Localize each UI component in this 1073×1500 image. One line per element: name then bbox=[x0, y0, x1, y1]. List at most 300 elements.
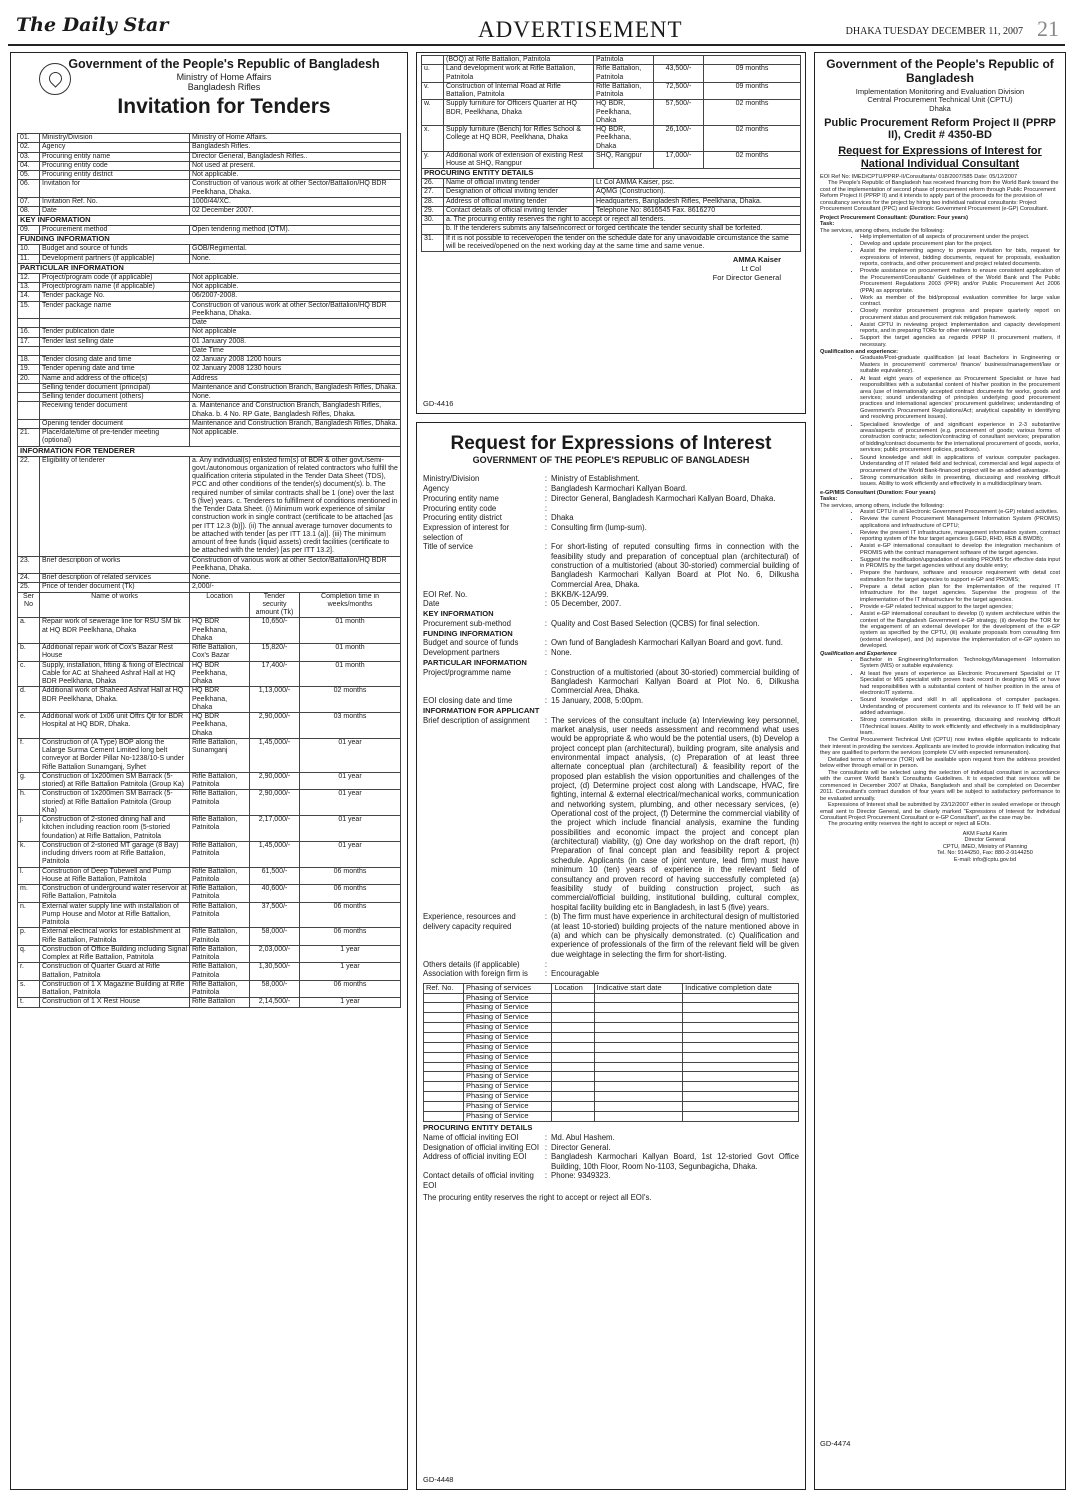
work-cell: Construction of 1x200men SM Barrack (5-storied) at Rifle Battalion Patnitola (Group Ka) bbox=[40, 772, 190, 790]
work-row bbox=[422, 82, 801, 100]
phase-end bbox=[683, 1072, 799, 1082]
work-cell: 01 month bbox=[300, 644, 401, 662]
table-row bbox=[18, 402, 401, 420]
table-row bbox=[18, 292, 401, 301]
work-cell: 17,400/- bbox=[250, 661, 300, 687]
egp-task-intro: The services, among others, include the following: bbox=[820, 502, 945, 509]
table-row bbox=[18, 235, 401, 245]
work-cell: Rifle Battalion, Patnitola bbox=[190, 928, 250, 946]
work-cell: k. bbox=[18, 841, 40, 867]
row-number: 07. bbox=[18, 197, 40, 206]
row-key: Receiving tender document bbox=[40, 402, 190, 420]
cptu-division: Implementation Monitoring and Evaluation Division bbox=[855, 86, 1025, 96]
phase-start bbox=[594, 1052, 682, 1062]
row-number: 05. bbox=[18, 171, 40, 180]
work-cell: Land development work at Rifle Battalion, Patnitola bbox=[444, 65, 594, 83]
work-cell: 1 year bbox=[300, 945, 401, 963]
row-value: 2,000/- bbox=[190, 583, 401, 592]
work-cell: Patnitola bbox=[594, 56, 654, 65]
phase-ref bbox=[424, 1042, 464, 1052]
row-number: 25. bbox=[18, 583, 40, 592]
field-value: Bangladesh Karmochari Kallyan Board, 1st 12-storied Govt Office Building, 10th Floor, Room No-1103, Segunbagicha, Dhaka. bbox=[551, 1152, 799, 1171]
row-key: Agency bbox=[40, 143, 190, 152]
table-row bbox=[18, 456, 401, 556]
phase-name: Phasing of Service bbox=[464, 1082, 552, 1092]
phase-ref bbox=[424, 1111, 464, 1121]
work-cell: 40,600/- bbox=[250, 885, 300, 903]
row-number bbox=[18, 383, 40, 392]
work-cell: b. bbox=[18, 644, 40, 662]
row-number bbox=[422, 225, 444, 234]
list-item: • Specialised knowledge of and significant experience in 2-3 substantive areas/aspects of procurement (e.g. procurement of goods; various forms of construction contracts; selection/contracting of consultant services; preparation of bidding/contract documents for the international procurement of goods, works, services; public procurement policies, practices). bbox=[860, 422, 1060, 454]
tender-sig-for: For Director General bbox=[712, 272, 781, 282]
work-cell: Rifle Battalion, Patnitola bbox=[190, 841, 250, 867]
field-label: Date bbox=[423, 599, 440, 609]
tender-continuation bbox=[416, 52, 806, 414]
row-value: Date bbox=[190, 319, 401, 328]
phase-start bbox=[594, 1092, 682, 1102]
field-value: Phone: 9349323. bbox=[551, 1171, 611, 1181]
phase-name: Phasing of Service bbox=[464, 1101, 552, 1111]
work-cell: Repair work of sewerage line for RSU SM bk at HQ BDR Peelkhana, Dhaka bbox=[40, 618, 190, 644]
field-colon: : bbox=[544, 513, 548, 523]
column-header: Indicative completion date bbox=[683, 983, 799, 993]
work-row bbox=[18, 687, 401, 713]
phase-end bbox=[683, 1052, 799, 1062]
field-value bbox=[551, 504, 799, 513]
work-cell: 02 months bbox=[704, 100, 801, 126]
phase-end bbox=[683, 1082, 799, 1092]
work-cell: 58,000/- bbox=[250, 928, 300, 946]
list-item: • Work as member of the bid/proposal evaluation committee for large value contract. bbox=[860, 295, 1060, 308]
row-value: None. bbox=[190, 574, 401, 583]
table-row bbox=[422, 234, 801, 252]
field-label: Budget and source of funds bbox=[423, 638, 519, 648]
phasing-table bbox=[423, 983, 799, 1122]
row-key: Selling tender document (principal) bbox=[40, 383, 190, 392]
table-row bbox=[18, 263, 401, 273]
work-cell: Construction of 1 X Magazine Building at Rifle Battalion, Patnitola bbox=[40, 980, 190, 998]
list-item: • Assist CPTU in all Electronic Government Procurement (e-GP) related activities. bbox=[860, 509, 1060, 515]
field-colon: : bbox=[544, 618, 548, 628]
work-cell: Rifle Battalion, Patnitola bbox=[190, 772, 250, 790]
work-cell: 1,30,500/- bbox=[250, 963, 300, 981]
table-row bbox=[18, 283, 401, 292]
section-heading: INFORMATION FOR APPLICANT bbox=[423, 706, 540, 716]
row-number: 21. bbox=[18, 429, 40, 447]
phase-location bbox=[552, 1003, 594, 1013]
row-key: Brief description of related services bbox=[40, 574, 190, 583]
tender-title: Invitation for Tenders bbox=[117, 94, 331, 118]
field-colon: : bbox=[544, 503, 548, 513]
work-cell: Construction of 2-storied MT garage (8 Bay) including drivers room at Rifle Battalion, Patnitola bbox=[40, 841, 190, 867]
phase-ref bbox=[424, 1082, 464, 1092]
section-title: ADVERTISEMENT bbox=[478, 17, 683, 42]
list-item: • Assist the implementing agency to prepare invitation for bids, request for expressions of interest, bidding documents, request for proposals, evaluation reports, contracts, and other procurement and project related documents. bbox=[860, 248, 1060, 267]
work-cell: HQ BDR Peelkhana, Dhaka bbox=[190, 618, 250, 644]
phase-start bbox=[594, 1072, 682, 1082]
field-colon: : bbox=[544, 696, 548, 706]
procuring-entity-table bbox=[421, 168, 801, 252]
work-cell: 1,45,000/- bbox=[250, 738, 300, 772]
row-value: Not applicable. bbox=[190, 171, 401, 180]
work-cell: 10,650/- bbox=[250, 618, 300, 644]
list-item: • Review the present IT infrastructure, management information system, contract reporting system of the four target agencies (LGED, RHD, REB & BWDB); bbox=[860, 530, 1060, 543]
work-row bbox=[422, 126, 801, 152]
table-row bbox=[18, 337, 401, 346]
phase-end bbox=[683, 1062, 799, 1072]
work-cell: 58,000/- bbox=[250, 980, 300, 998]
work-cell: 06 months bbox=[300, 902, 401, 928]
field-value: Own fund of Bangladesh Karmochari Kallyan Board and govt. fund. bbox=[551, 638, 783, 648]
row-key: Procuring entity code bbox=[40, 161, 190, 170]
work-cell: 2,90,000/- bbox=[250, 713, 300, 739]
field-label: Agency bbox=[423, 483, 450, 493]
work-cell: 03 months bbox=[300, 713, 401, 739]
row-value: Not applicable bbox=[190, 328, 401, 337]
list-item: • Help implementation of all aspects of procurement under the project. bbox=[860, 234, 1060, 240]
field-label: Address of official inviting EOI bbox=[423, 1152, 527, 1162]
phase-row bbox=[424, 1092, 799, 1102]
cptu-city: Dhaka bbox=[929, 103, 951, 113]
field-label: Title of service bbox=[423, 542, 473, 552]
work-cell: j. bbox=[18, 816, 40, 842]
work-cell: Construction of (A Type) BOP along the Lalarge Surma Cement Limited long belt conveyor at Border Pillar No-1238/10-S under Rifle Battalion Sunamganj, Sylhet bbox=[40, 738, 190, 772]
work-cell: 01 year bbox=[300, 841, 401, 867]
phase-name: Phasing of Service bbox=[464, 1042, 552, 1052]
row-number: 22. bbox=[18, 456, 40, 556]
table-row bbox=[422, 216, 801, 225]
row-key: Tender package No. bbox=[40, 292, 190, 301]
list-item: • Support the target agencies as regards PPRP II procurement matters, if necessary. bbox=[860, 335, 1060, 348]
list-item: • Assist e-GP international consultant to develop the integration mechanism of PROMIS with the contract management software of the target agencies. bbox=[860, 543, 1060, 556]
closing-paragraph: Detailed terms of reference (TOR) will be available upon request from the address provided below either through email or in person. bbox=[820, 756, 1060, 770]
field-value: (b) The firm must have experience in architectural design of multistoried (at least 10-storied) building projects of the nature mentioned above in (a) and which can be physically demonstrated. (c) Qualification and experience of professionals of the firm of the relevant field will be given due weightage in selecting the firm for short-listing. bbox=[551, 912, 799, 959]
phase-location bbox=[552, 1042, 594, 1052]
cptu-sig-email: E-mail: info@cptu.gov.bd bbox=[953, 856, 1017, 863]
phase-name: Phasing of Service bbox=[464, 1033, 552, 1043]
work-cell: 01 year bbox=[300, 816, 401, 842]
field-label: Designation of official inviting EOI bbox=[423, 1142, 540, 1152]
work-cell: Supply furniture (Bench) for Rifles School & College at HQ BDR, Peelkhana, Dhaka bbox=[444, 126, 594, 152]
closing-paragraph: The Central Procurement Technical Unit (CPTU) now invites eligible applicants to indicate their interest in providing the services. Applicants are invited to provide information indicating that they are qualified to perform the services (complete CV with expected remuneration). bbox=[820, 737, 1060, 757]
row-number: 02. bbox=[18, 143, 40, 152]
tender-sig-name: AMMA Kaiser bbox=[732, 255, 781, 265]
masthead: The Daily Star bbox=[16, 14, 169, 36]
row-key: Selling tender document (others) bbox=[40, 393, 190, 402]
work-cell: 02 months bbox=[300, 687, 401, 713]
work-cell: x. bbox=[422, 126, 444, 152]
table-row bbox=[18, 301, 401, 319]
row-number: 24. bbox=[18, 574, 40, 583]
phase-start bbox=[594, 1062, 682, 1072]
row-key: Tender opening date and time bbox=[40, 365, 190, 374]
work-cell: 01 year bbox=[300, 738, 401, 772]
work-cell: HQ BDR Peelkhana, Dhaka bbox=[190, 687, 250, 713]
list-item: • Review the current Procurement Management Information System (PROMIS) applications and infrastructure of CPTU; bbox=[860, 516, 1060, 529]
row-key: a. The procuring entity reserves the right to accept or reject all tenders. bbox=[444, 216, 801, 225]
table-row bbox=[18, 365, 401, 374]
row-number: 26. bbox=[422, 179, 444, 188]
row-key: Invitation for bbox=[40, 180, 190, 198]
row-number bbox=[18, 393, 40, 402]
row-value: Construction of various work at other Sector/Battalion/HQ BDR Peelkhana, Dhaka. bbox=[190, 556, 401, 574]
work-cell: l. bbox=[18, 867, 40, 885]
column-header: Location bbox=[190, 592, 250, 618]
row-value: Bangladesh Rifles. bbox=[190, 143, 401, 152]
field-label: Project/programme name bbox=[423, 667, 511, 677]
eoi-title: Request for Expressions of Interest bbox=[450, 433, 772, 454]
work-cell: Construction of 1 X Rest House bbox=[40, 998, 190, 1007]
row-number: 29. bbox=[422, 206, 444, 215]
work-cell: g. bbox=[18, 772, 40, 790]
table-row bbox=[422, 225, 801, 234]
list-item: • At least eight years of experience as Procurement Specialist or have had responsibilities with a substantial content of his/her position in the procurement area (use of internationally accepted contract documents for works, goods and services; sound understanding of principles underlying good procurement practices and international agencies' procurement guidelines; understanding of Government's Procurement Regulations/Act; analytical capability in identifying and resolving procurement issues). bbox=[860, 376, 1060, 421]
phase-ref bbox=[424, 1092, 464, 1102]
table-row bbox=[18, 374, 401, 383]
work-cell: 2,14,500/- bbox=[250, 998, 300, 1007]
work-cell: w. bbox=[422, 100, 444, 126]
row-number: 11. bbox=[18, 254, 40, 263]
works-table-continued bbox=[421, 55, 801, 169]
list-item: • At least five years of experience as Electronic Procurement Specialist or IT Specialist or MIS specialist with proven track record in designing MIS or have had responsibilities with a substantial content of his/her position in the area of electronic/IT systems. bbox=[860, 671, 1060, 697]
list-item: • Suggest the modification/upgradation of existing PROMIS for effective data input in PROMIS by the target agencies without any double entry; bbox=[860, 557, 1060, 570]
row-value: Ministry of Home Affairs. bbox=[190, 134, 401, 143]
list-item: • Prepare a detail action plan for the implementation of the required IT infrastructure for the target agencies. Supervise the progress of the implementation of the IT infrastructure for the target agencies. bbox=[860, 584, 1060, 603]
row-value: 01 January 2008. bbox=[190, 337, 401, 346]
row-value: Telephone No: 8616545 Fax. 8616270 bbox=[594, 206, 801, 215]
field-value: None. bbox=[551, 648, 572, 658]
column-header: Location bbox=[552, 983, 594, 993]
row-number: 27. bbox=[422, 188, 444, 197]
phase-end bbox=[683, 993, 799, 1003]
section-heading: PARTICULAR INFORMATION bbox=[18, 263, 401, 273]
row-value: Not applicable. bbox=[190, 283, 401, 292]
section-heading: KEY INFORMATION bbox=[18, 216, 401, 226]
row-key: If it is not possible to receive/open the tender on the schedule date for any unavoidable circumstance the same will be received/opened on the next working day at the same time and same venue. bbox=[444, 234, 801, 252]
row-value: a. Any individual(s) enlisted firm(s) of BDR & other govt./semi-govt./autonomous organization of related contractors who fulfill the qualification criteria stipulated in the Tender Data Sheet (TDS), PCC and other conditions of the tender(s) document(s). b. The required number of similar contracts shall be 1 (one) over the last 5 (five) years. c. Tenderers to fulfillment of conditions mentioned in the Tender Data Sheet. (i) Minimum work experience of similar construction work in single contract (certificate to be attached [as per ITT 12.3 (b)]). (ii) The annual average turnover documents to be attached with tender [as per ITT 13.1 (a)]. (iii) The minimum amount of free funds (liquid assets) credit facilities (certificate to be attached with the tender) [as per ITT 13.2]. bbox=[190, 456, 401, 556]
eoi-info-list bbox=[423, 474, 799, 979]
egp-title: e-GP/MIS Consultant (Duration: Four years) bbox=[820, 489, 936, 496]
row-number: 15. bbox=[18, 301, 40, 319]
field-value: Quality and Cost Based Selection (QCBS) for final selection. bbox=[551, 618, 760, 628]
field-colon: : bbox=[544, 715, 548, 725]
row-number: 30. bbox=[422, 216, 444, 225]
row-key: Project/program name (if applicable) bbox=[40, 283, 190, 292]
work-cell: (BOQ) at Rifle Battalion, Patnitola bbox=[444, 56, 594, 65]
phase-name: Phasing of Service bbox=[464, 1111, 552, 1121]
list-item: • Sound knowledge and skill in applications of various computer packages. Understanding of IT related field and technical, commercial and legal aspects of procurement of the World Bank-financed project will be an added advantage. bbox=[860, 455, 1060, 474]
row-number: 17. bbox=[18, 337, 40, 346]
row-key: Development partners (if applicable) bbox=[40, 254, 190, 263]
phase-row bbox=[424, 1111, 799, 1121]
row-number: 09. bbox=[18, 226, 40, 235]
ppc-task-label: Task: bbox=[820, 221, 835, 228]
field-label: Association with foreign firm is bbox=[423, 969, 528, 979]
work-row bbox=[18, 790, 401, 816]
list-item: • Prepare the hardware, software and resource requirement with detail cost estimation for the target agencies to support e-GP and PROMIS; bbox=[860, 570, 1060, 583]
work-cell: 09 months bbox=[704, 65, 801, 83]
phase-location bbox=[552, 1062, 594, 1072]
phase-name: Phasing of Service bbox=[464, 1062, 552, 1072]
table-header-row bbox=[424, 983, 799, 993]
section-heading: PROCURING ENTITY DETAILS bbox=[422, 169, 801, 179]
bdr-emblem-icon bbox=[39, 63, 71, 95]
cptu-sig-tel: Tel. No: 9144250, Fax: 880-2-9144250 bbox=[937, 850, 1033, 857]
field-value: For short-listing of reputed consulting firms in connection with the feasibility study and preparation of conceptual plan (architectural) of construction of a multistoried (about 30-storied) commercial building of Bangladesh Karmochari Kallyan Board at Plot No. 6, Dilkusha Commercial Area, Dhaka. bbox=[551, 542, 799, 589]
row-number: 01. bbox=[18, 134, 40, 143]
row-number: 16. bbox=[18, 328, 40, 337]
column-header: Completion time in weeks/months bbox=[300, 592, 401, 618]
column-header: Indicative start date bbox=[594, 983, 682, 993]
table-row bbox=[18, 143, 401, 152]
work-cell: 06 months bbox=[300, 867, 401, 885]
work-cell: 72,500/- bbox=[654, 82, 704, 100]
dateline: DHAKA TUESDAY DECEMBER 11, 2007 bbox=[845, 26, 1023, 37]
section-heading: PROCURING ENTITY DETAILS bbox=[423, 1122, 533, 1132]
row-number: 12. bbox=[18, 273, 40, 282]
phase-end bbox=[683, 1111, 799, 1121]
section-heading: FUNDING INFORMATION bbox=[18, 235, 401, 245]
field-colon: : bbox=[544, 969, 548, 979]
field-value: Consulting firm (lump-sum). bbox=[551, 523, 647, 533]
field-value bbox=[551, 960, 799, 969]
eoi-entity-list bbox=[423, 1124, 799, 1190]
table-row bbox=[18, 216, 401, 226]
phase-end bbox=[683, 1033, 799, 1043]
work-cell: 43,500/- bbox=[654, 65, 704, 83]
cptu-intro: The People's Republic of Bangladesh has received financing from the World Bank toward the cost of the implementation of second phase of procurement reform through Public Procurement Reform Project II (PPRP II) and it intends to apply part of the proceeds for the provision of consultancy services for the project by hiring two individual national consultants: Project Procurement Consultant (PPC) and Electronic Government Procurement (e-GP) Consultant. bbox=[820, 180, 1059, 213]
work-cell: 06 months bbox=[300, 928, 401, 946]
phase-row bbox=[424, 1042, 799, 1052]
row-number: 10. bbox=[18, 245, 40, 254]
row-number bbox=[18, 346, 40, 355]
work-cell: Rifle Battalion, Patnitola bbox=[190, 980, 250, 998]
work-cell: c. bbox=[18, 661, 40, 687]
work-cell: m. bbox=[18, 885, 40, 903]
field-colon: : bbox=[544, 1133, 548, 1143]
work-cell: 15,820/- bbox=[250, 644, 300, 662]
row-key: Designation of official inviting tender bbox=[444, 188, 594, 197]
row-key: Date bbox=[40, 207, 190, 216]
table-row bbox=[18, 556, 401, 574]
phase-name: Phasing of Service bbox=[464, 1013, 552, 1023]
closing-paragraph: The procuring entity reserves the right to accept or reject all EOIs. bbox=[828, 821, 991, 828]
phase-end bbox=[683, 1013, 799, 1023]
egp-qual-label: Qualification and Experience bbox=[820, 650, 897, 657]
work-cell: 26,100/- bbox=[654, 126, 704, 152]
tender-gov: Government of the People's Republic of Bangladesh bbox=[68, 57, 380, 71]
section-heading: INFORMATION FOR TENDERER bbox=[18, 446, 401, 456]
phase-row bbox=[424, 1033, 799, 1043]
table-row bbox=[18, 356, 401, 365]
field-label: Expression of interest for selection of bbox=[423, 523, 510, 542]
field-colon: : bbox=[544, 474, 548, 484]
row-value: None. bbox=[190, 393, 401, 402]
row-key: Tender last selling date bbox=[40, 337, 190, 346]
work-row bbox=[18, 816, 401, 842]
phase-start bbox=[594, 993, 682, 1003]
table-row bbox=[18, 273, 401, 282]
work-row bbox=[18, 980, 401, 998]
egp-task-list bbox=[820, 509, 1060, 650]
phase-ref bbox=[424, 993, 464, 1003]
phase-location bbox=[552, 1092, 594, 1102]
cptu-ref: EOI Ref No: IMED/CPTU/PPRP-II/Consultants/ 018/2007/585 Date: 05/12/2007 bbox=[820, 173, 1018, 180]
work-cell: Construction of Deep Tubewell and Pump House at Rifle Battalion, Patnitola bbox=[40, 867, 190, 885]
work-cell bbox=[422, 56, 444, 65]
row-number: 20. bbox=[18, 374, 40, 383]
phase-ref bbox=[424, 1013, 464, 1023]
row-key: Tender publication date bbox=[40, 328, 190, 337]
row-value: Director General, Bangladesh Rifles.. bbox=[190, 152, 401, 161]
work-row bbox=[422, 56, 801, 65]
phase-ref bbox=[424, 1062, 464, 1072]
phase-start bbox=[594, 1033, 682, 1043]
row-number bbox=[18, 402, 40, 420]
phase-row bbox=[424, 1101, 799, 1111]
table-row bbox=[18, 197, 401, 206]
work-cell: 09 months bbox=[704, 82, 801, 100]
field-value: 05 December, 2007. bbox=[551, 599, 622, 609]
work-cell: 57,500/- bbox=[654, 100, 704, 126]
closing-paragraph: The consultants will be selected using the selection of individual consultant in accordance with the current World Bank's Consultants Guidelines. It is expected that services will be commenced in December 2007 at Dhaka, Bangladesh and shall be completed on December 2011. Consultant's contract duration of four years will be subject to satisfactory performance to be evaluated annually. bbox=[820, 769, 1060, 802]
phase-start bbox=[594, 1013, 682, 1023]
table-row bbox=[18, 328, 401, 337]
work-cell: SHQ, Rangpur bbox=[594, 151, 654, 169]
work-cell: d. bbox=[18, 687, 40, 713]
row-key: Project/program code (if applicable) bbox=[40, 273, 190, 282]
phase-end bbox=[683, 1023, 799, 1033]
field-value: Director General. bbox=[551, 1142, 611, 1152]
field-colon: : bbox=[544, 483, 548, 493]
page-number: 21 bbox=[1037, 16, 1059, 41]
field-colon: : bbox=[544, 523, 548, 533]
work-cell: q. bbox=[18, 945, 40, 963]
work-cell: h. bbox=[18, 790, 40, 816]
work-cell: External water supply line with installation of Pump House and Motor at Rifle Battalion, Patnitola bbox=[40, 902, 190, 928]
tender-signature bbox=[421, 256, 801, 283]
eoi-gov: GOVERNMENT OF THE PEOPLE'S REPUBLIC OF BANGLADESH bbox=[472, 455, 750, 466]
work-row bbox=[18, 998, 401, 1007]
ppc-title: Project Procurement Consultant: (Duration: Four years) bbox=[820, 214, 968, 221]
work-cell: Construction of Internal Road at Rifle Battalion, Patnitola bbox=[444, 82, 594, 100]
work-cell: u. bbox=[422, 65, 444, 83]
phase-ref bbox=[424, 1023, 464, 1033]
row-value: Date Time bbox=[190, 346, 401, 355]
field-label: Name of official inviting EOI bbox=[423, 1133, 519, 1143]
table-row bbox=[18, 429, 401, 447]
cptu-title: Request for Expressions of Interest for National Individual Consultant bbox=[838, 145, 1042, 170]
row-number: 03. bbox=[18, 152, 40, 161]
work-cell: 37,500/- bbox=[250, 902, 300, 928]
list-item: • Assist e-GP international consultant to develop (i) system architecture within the context of the Bangladesh Government e-GP strategy, (ii) develop the TOR for the engagement of an external developer for the development of the e-GP system as specified by the CPTU, (iii) evaluate proposals from consulting firm (external developer), and (iv) supervise the implementation of e-GP system so developed. bbox=[860, 611, 1060, 650]
row-number: 23. bbox=[18, 556, 40, 574]
cptu-project: Public Procurement Reform Project II (PPRP II), Credit # 4350-BD bbox=[824, 116, 1056, 142]
work-row bbox=[18, 644, 401, 662]
field-colon: : bbox=[544, 1152, 548, 1162]
table-row bbox=[18, 393, 401, 402]
list-item: • Strong communication skills in presenting, discussing and resolving difficult issues. Ability to work efficiently and effectively in a multidisciplinary team. bbox=[860, 475, 1060, 488]
ppc-task-intro: The services, among others, include the following: bbox=[820, 227, 945, 234]
field-value: 15 January, 2008, 5:00pm. bbox=[551, 696, 644, 706]
phase-location bbox=[552, 1072, 594, 1082]
phase-location bbox=[552, 1101, 594, 1111]
phase-location bbox=[552, 993, 594, 1003]
phase-start bbox=[594, 1042, 682, 1052]
field-value: Director General, Bangladesh Karmochari Kallyan Board, Dhaka. bbox=[551, 493, 776, 503]
row-value: Headquarters, Bangladesh Rifles, Peelkhana, Dhaka. bbox=[594, 197, 801, 206]
